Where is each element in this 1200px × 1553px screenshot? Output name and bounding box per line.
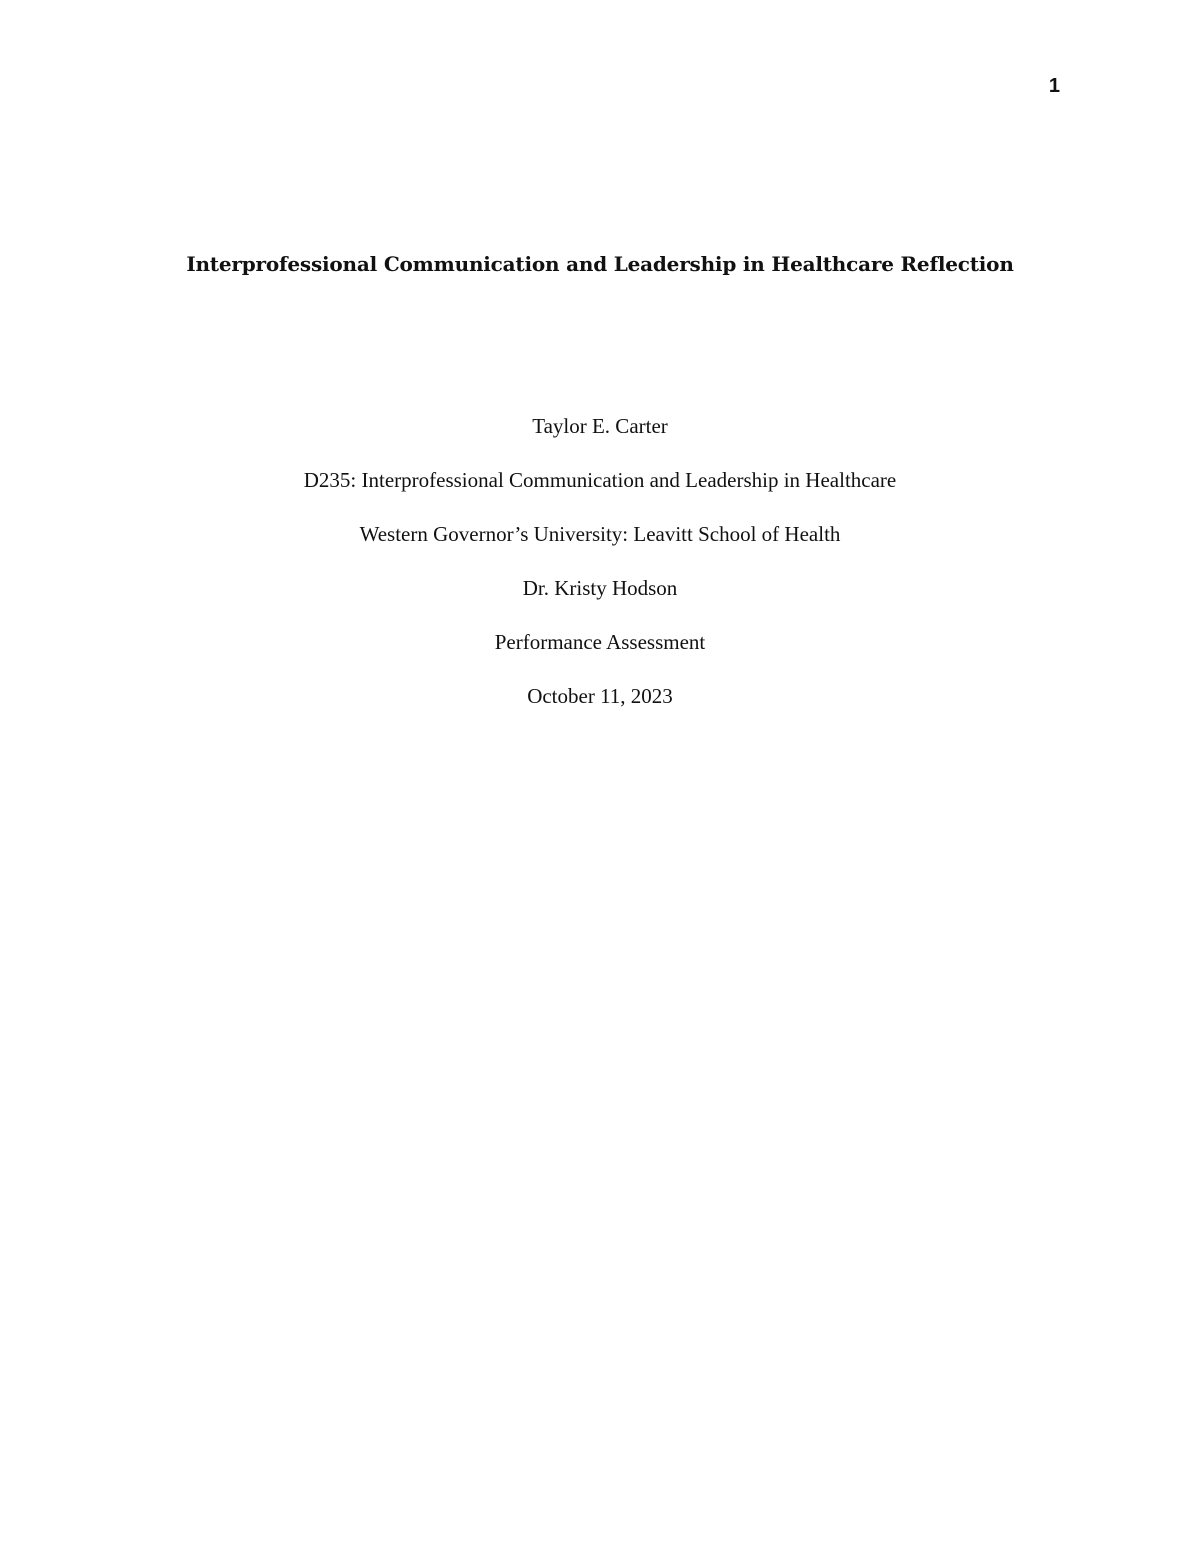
page-number: 1 (1048, 75, 1060, 97)
paper-title: Interprofessional Communication and Leadership in Healthcare Reflection (186, 252, 1014, 276)
title-page-info (0, 410, 1200, 734)
submission-date: October 11, 2023 (527, 684, 673, 708)
course-name: D235: Interprofessional Communication and Leadership in Healthcare (303, 468, 897, 492)
institution-name: Western Governor’s University: Leavitt School of Health (359, 522, 841, 546)
assignment-name: Performance Assessment (494, 630, 706, 654)
instructor-name: Dr. Kristy Hodson (522, 576, 678, 600)
author-name: Taylor E. Carter (532, 414, 668, 438)
